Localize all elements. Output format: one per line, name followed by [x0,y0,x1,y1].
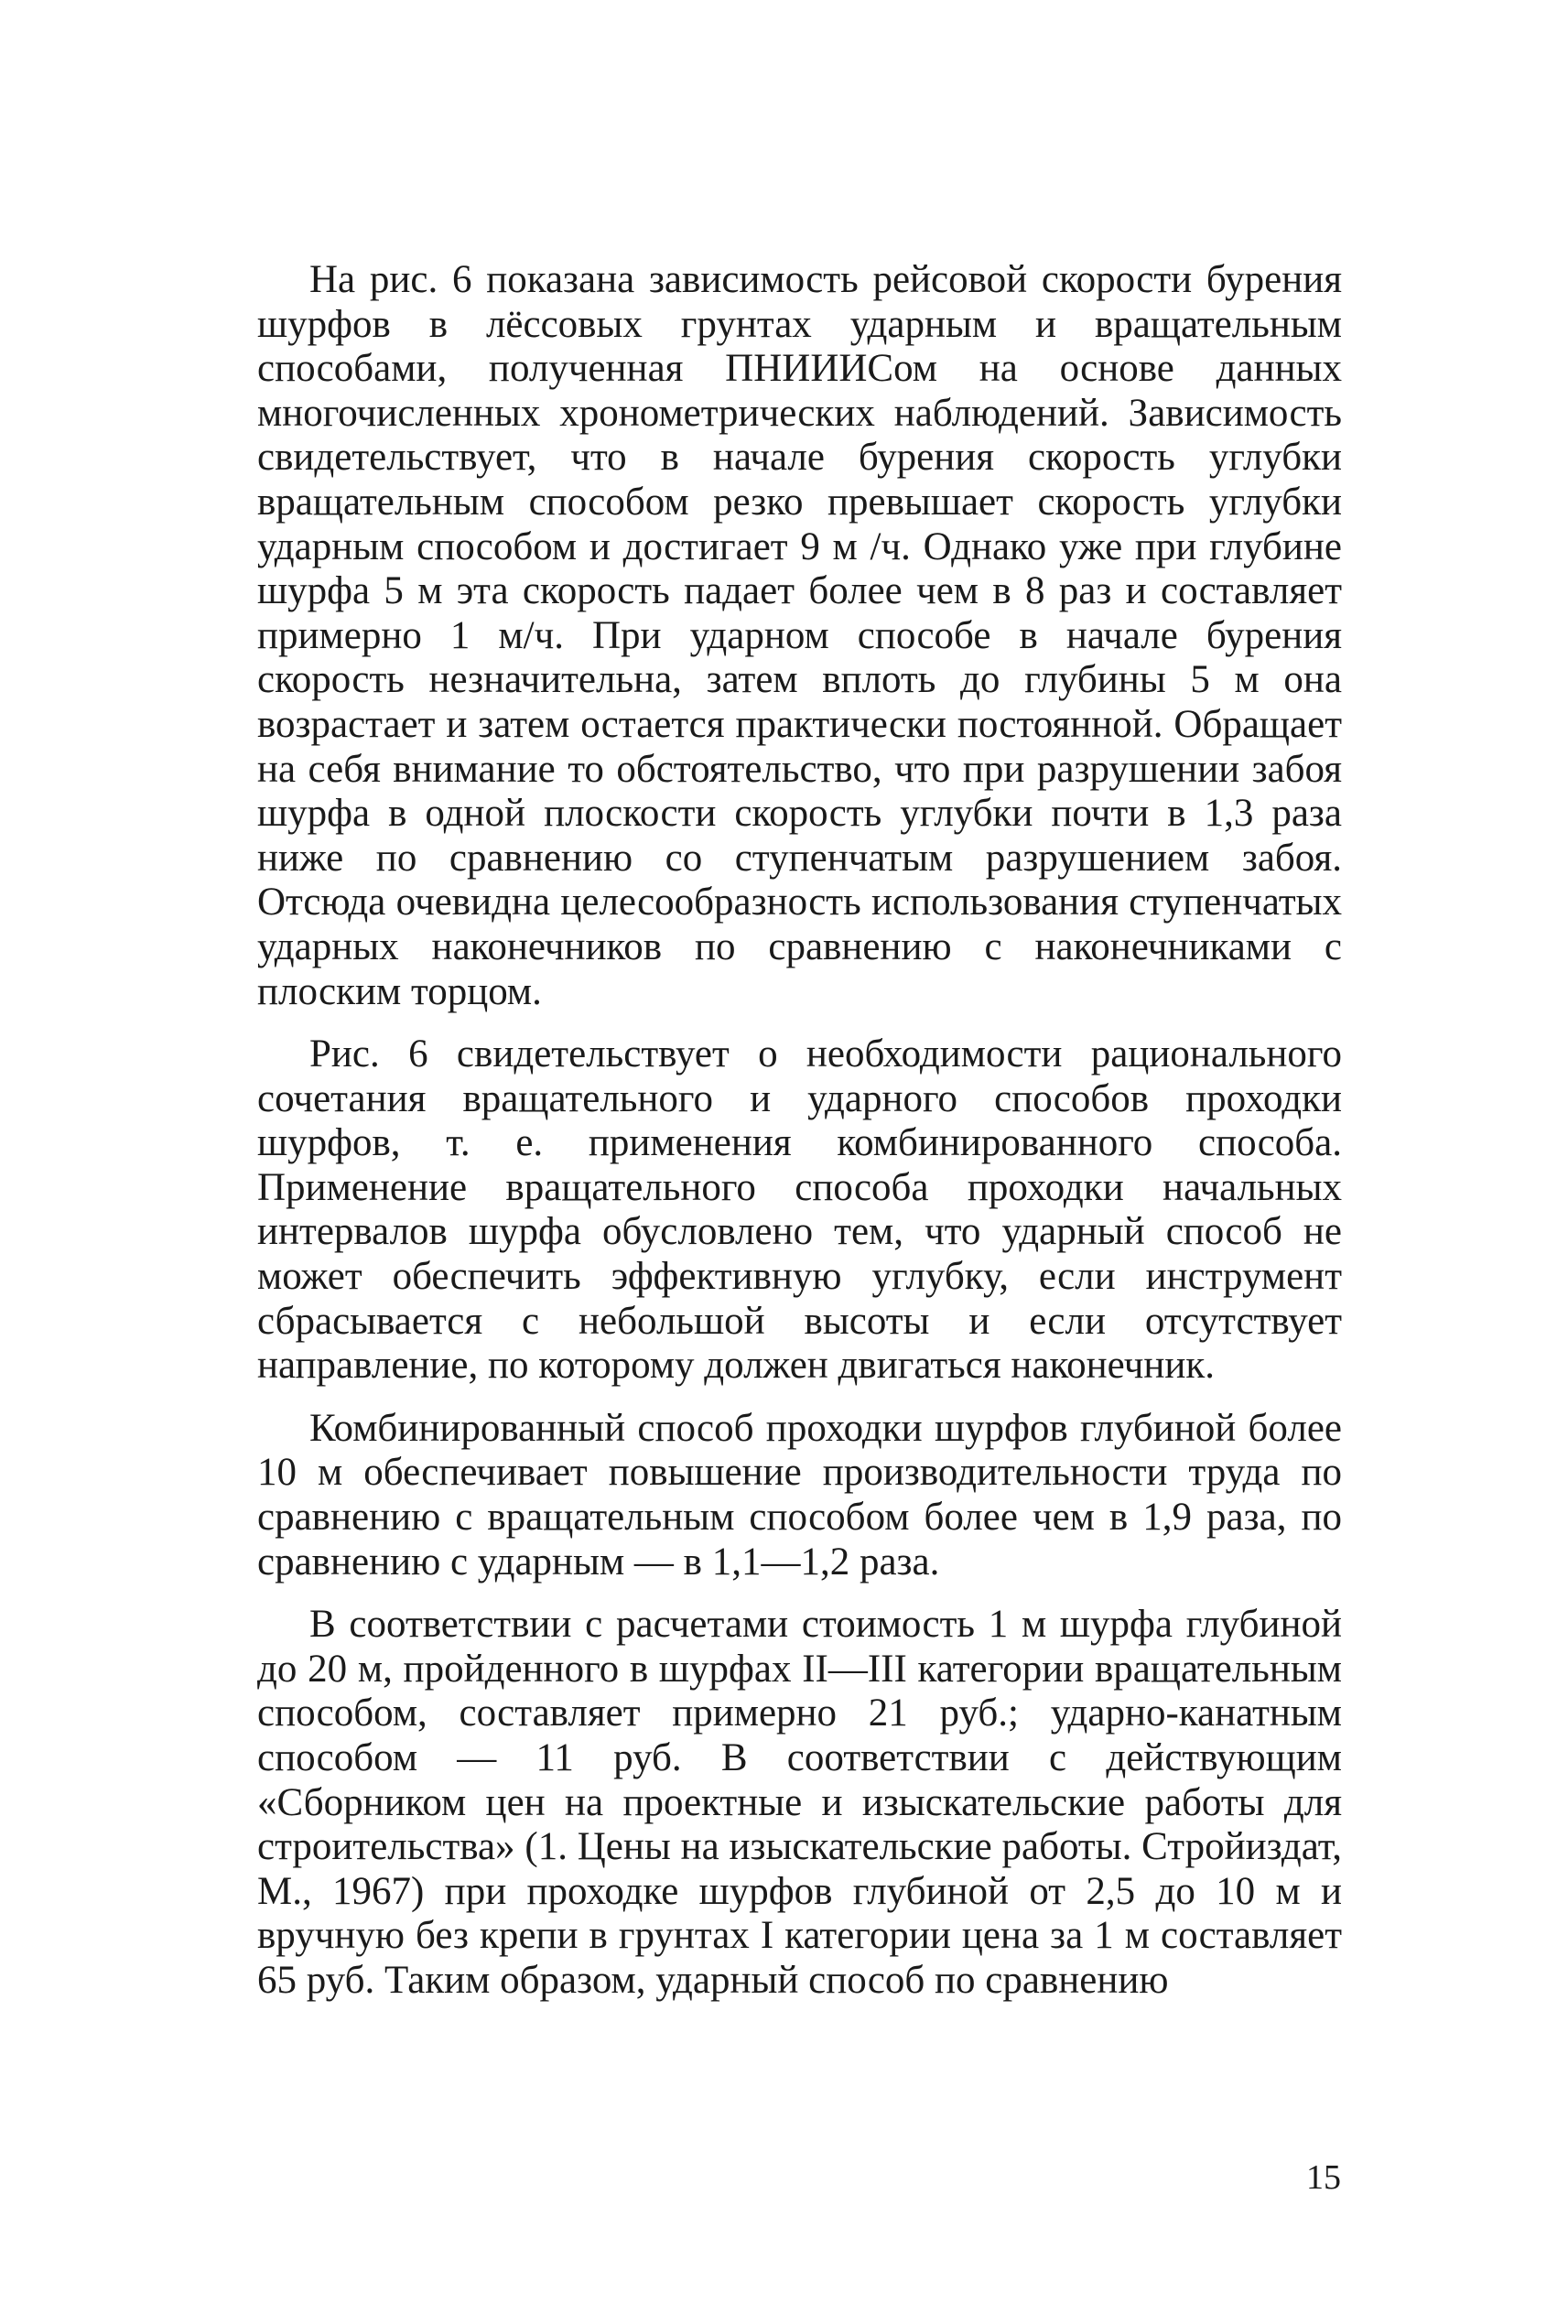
body-text [257,258,1342,2022]
page-number: 15 [1306,2158,1341,2197]
paragraph-1: На рис. 6 показана зависимость рейсовой скорости бурения шурфов в лёссовых грунтах ударным и вращательным способами, полученная ПНИИИСом на основе данных многочисленных хронометрических наблюдений. Зависимость свидетельствует, что в начале бурения скорость углубки вращательным способом резко превышает скорость углубки ударным способом и достигает 9 м /ч. Однако уже при глубине шурфа 5 м эта скорость падает более чем в 8 раз и составляет примерно 1 м/ч. При ударном способе в начале бурения скорость незначительна, затем вплоть до глубины 5 м она возрастает и затем остается практически постоянной. Обращает на себя внимание то обстоятельство, что при разрушении забоя шурфа в одной плоскости скорость углубки почти в 1,3 раза ниже по сравнению со ступенчатым разрушением забоя. Отсюда очевидна целесообразность использования ступенчатых ударных наконечников по сравнению с наконечниками с плоским торцом. [257,258,1342,1013]
paragraph-2: Рис. 6 свидетельствует о необходимости рационального сочетания вращательного и ударного способов проходки шурфов, т. е. применения комбинированного способа. Применение вращательного способа проходки начальных интервалов шурфа обусловлено тем, что ударный способ не может обеспечить эффективную углубку, если инструмент сбрасывается с небольшой высоты и если отсутствует направление, по которому должен двигаться наконечник. [257,1032,1342,1388]
paragraph-3: Комбинированный способ проходки шурфов глубиной более 10 м обеспечивает повышение производительности труда по сравнению с вращательным способом более чем в 1,9 раза, по сравнению с ударным — в 1,1—1,2 раза. [257,1406,1342,1584]
paragraph-4: В соответствии с расчетами стоимость 1 м шурфа глубиной до 20 м, пройденного в шурфах II—III категории вращательным способом, составляет примерно 21 руб.; ударно-канатным способом — 11 руб. В соответствии с действующим «Сборником цен на проектные и изыскательские работы для строительства» (1. Цены на изыскательские работы. Стройиздат, М., 1967) при проходке шурфов глубиной от 2,5 до 10 м и вручную без крепи в грунтах I категории цена за 1 м составляет 65 руб. Таким образом, ударный способ по сравнению [257,1603,1342,2002]
